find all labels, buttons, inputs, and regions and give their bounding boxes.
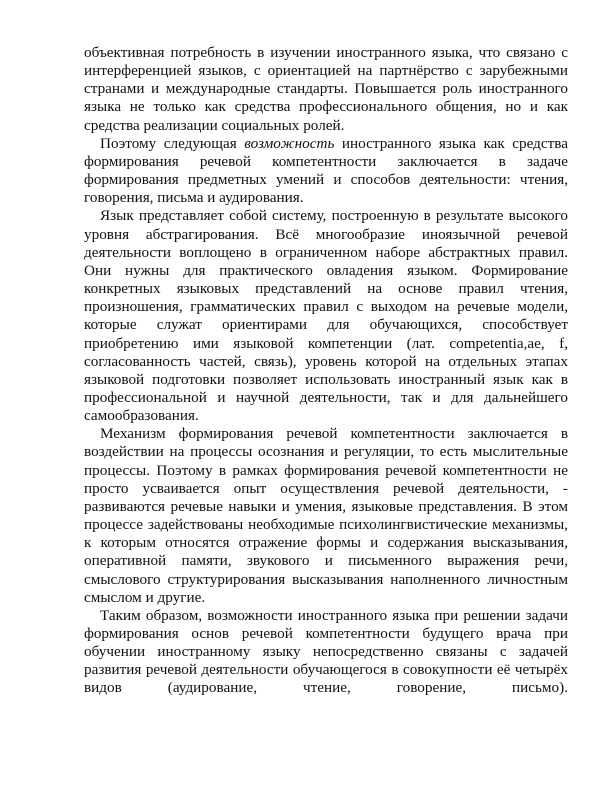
paragraph-4: [84, 425, 568, 607]
paragraph-3-text: Язык представляет собой систему, построенную в результате высокого уровня абстрагирования. Всё многообразие иноязычной речевой деятельности воплощено в ограниченном наборе абстрактных правил. Они нужны для практического овладения языком. Формирование конкретных языковых представлений на основе правил чтения, произношения, грамматических правил с выходом на речевые модели, которые служат ориентирами для обучающихся, способствует приобретению ими языковой компетенции (лат. competentia,ae, f, согласованность частей, связь), уровень которой на отдельных этапах языковой подготовки позволяет использовать иностранный язык как в профессиональной и научной деятельности, так и для дальнейшего самообразования.: [84, 207, 568, 425]
paragraph-5: [84, 607, 568, 698]
paragraph-3: [84, 207, 568, 425]
paragraph-1-text: объективная потребность в изучении иностранного языка, что связано с интерференцией языков, с ориентацией на партнёрство с зарубежными странами и международные стандарты. Повышается роль иностранного языка не только как средства профессионального общения, но и как средства реализации социальных ролей.: [84, 44, 568, 134]
paragraph-2-italic-term: возможность: [244, 134, 335, 152]
paragraph-2: [84, 135, 568, 208]
paragraph-2-text-end: иностранного языка как средства формирования речевой компетентности заключается в задаче формирования предметных умений и способов деятельности: чтения, говорения, письма и аудирования.: [84, 134, 568, 207]
paragraph-2-text-start: Поэтому следующая: [100, 134, 245, 152]
paragraph-1: [84, 44, 568, 135]
paragraph-5-text: Таким образом, возможности иностранного языка при решении задачи формирования основ речевой компетентности будущего врача при обучении иностранному языку непосредственно связаны с задачей развития речевой деятельности обучающегося в совокупности её четырёх видов (аудирование, чтение, говорение, письмо).: [84, 606, 568, 697]
paragraph-4-text: Механизм формирования речевой компетентности заключается в воздействии на процессы осознания и регуляции, то есть мыслительные процессы. Поэтому в рамках формирования речевой компетентности не просто усваивается опыт осуществления речевой деятельности, - развиваются речевые навыки и умения, языковые представления. В этом процессе задействованы необходимые психолингвистические механизмы, к которым относятся отражение формы и содержания высказывания, оперативной памяти, звукового и письменного выражения речи, смыслового структурирования высказывания наполненного личностным смыслом и другие.: [84, 425, 568, 606]
document-page: [84, 44, 568, 698]
